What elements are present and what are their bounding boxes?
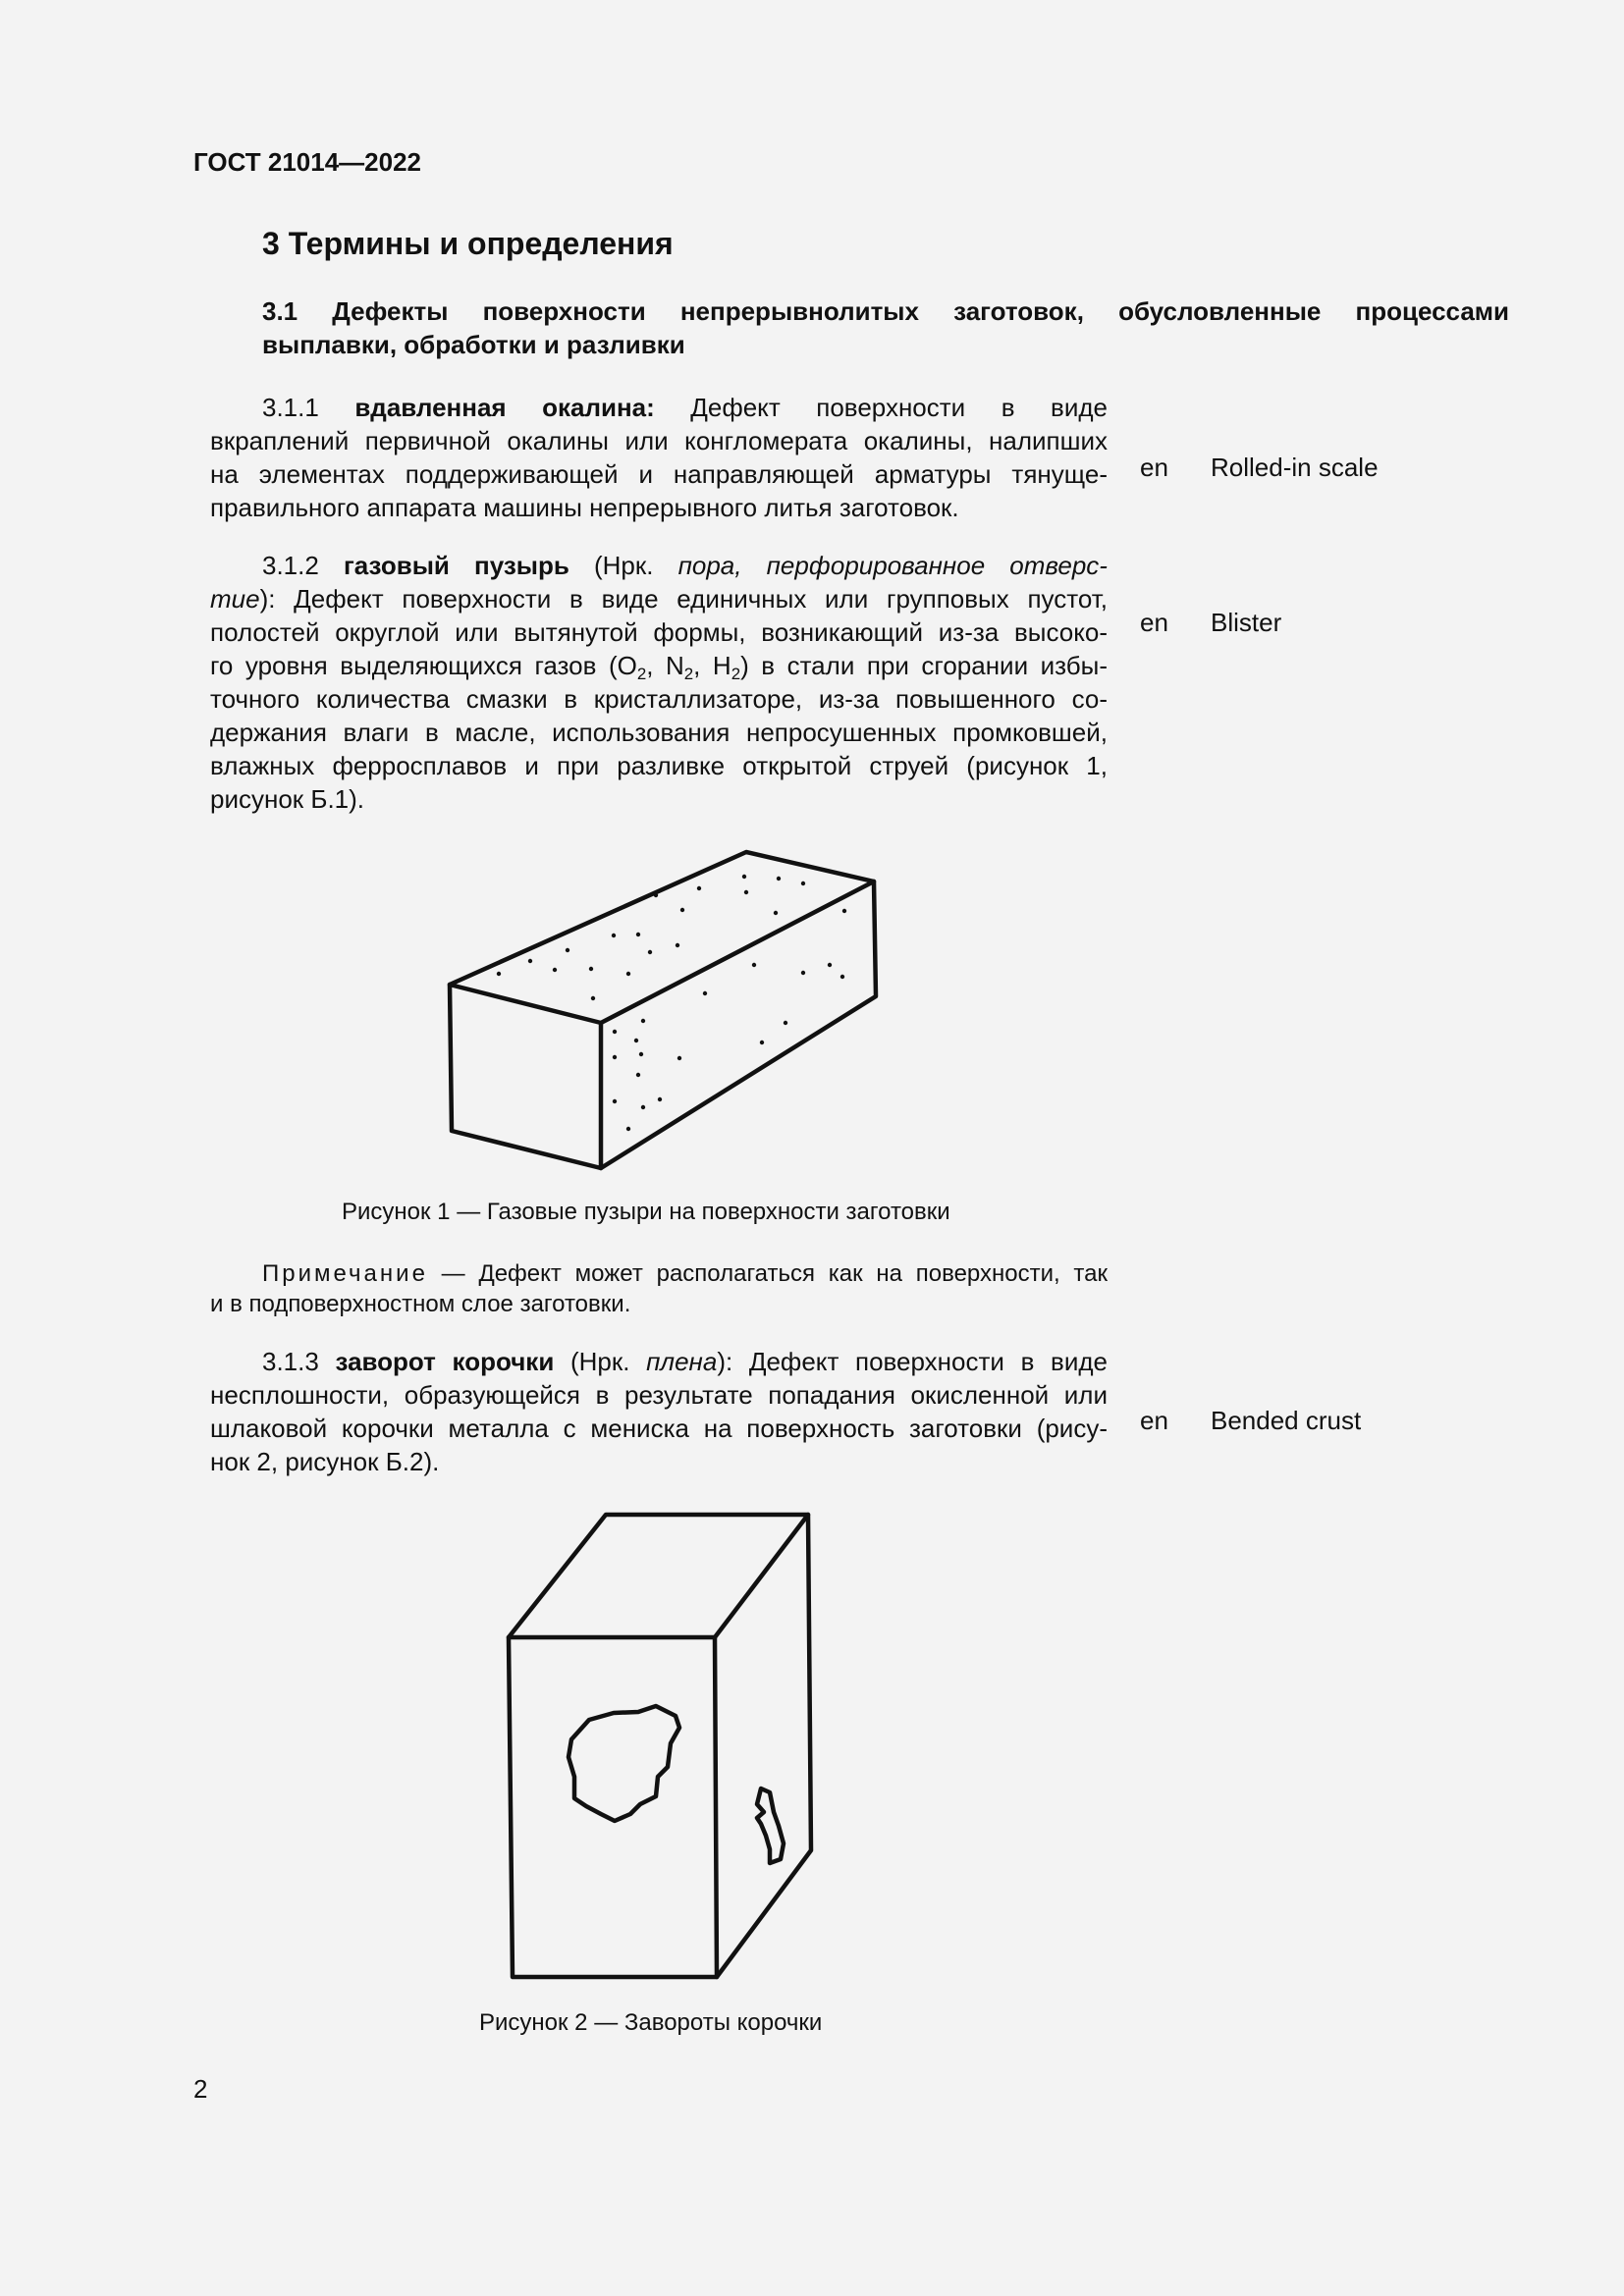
term-3-1-2-line5: точного количества смазки в кристаллизаторе, из-за повышенного со- [210,684,1108,714]
note-line2: и в подповерхностном слое заготовки. [210,1291,631,1317]
term-3-1-1-line3: на элементах поддерживающей и направляющей арматуры тянуще- [210,459,1108,489]
term-name: вдавленная окалина: [354,393,655,422]
term-3-1-2 [210,549,1108,816]
term-3-1-1-line1 [210,391,1108,424]
term-number: 3.1.3 [262,1347,319,1376]
en-code-3-1-2: en [1140,608,1168,637]
term-3-1-2-line4 [210,649,1108,682]
term-3-1-2-line1 [210,549,1108,582]
term-3-1-2-line6: держания влаги в масле, использования непросушенных промковшей, [210,718,1108,747]
crust-defect-front [568,1706,679,1821]
term-3-1-3-line2: несплошности, образующейся в результате попадания окисленной или [210,1380,1108,1410]
en-term-3-1-2: Blister [1211,608,1282,637]
term-number: 3.1.1 [262,393,319,422]
term-3-1-1-line2: вкраплений первичной окалины или конгломерата окалины, налипших [210,426,1108,455]
term-text: ): Дефект поверхности в виде [717,1347,1108,1376]
term-3-1-1-line4: правильного аппарата машины непрерывного литья заготовок. [210,493,959,522]
subsection-heading-line1: 3.1 Дефекты поверхности непрерывнолитых заготовок, обусловленные процессами [262,296,1509,326]
figure-1-caption: Рисунок 1 — Газовые пузыри на поверхности заготовки [342,1199,950,1225]
note-text: — Дефект может располагаться как на поверхности, так [427,1260,1108,1287]
term-3-1-2-line2 [210,582,1108,615]
gas-bubble-dots [497,875,846,1131]
term-text: ): Дефект поверхности в виде единичных или групповых пустот, [259,584,1108,614]
subsection-heading-line2: выплавки, обработки и разливки [262,330,685,359]
nrk-term-cont: тие [210,584,260,614]
note [210,1258,1108,1319]
note-line1 [210,1258,1108,1289]
en-code-3-1-3: en [1140,1406,1168,1435]
text-part: го уровня выделяющихся газов (O [210,651,637,680]
term-3-1-3-line4: нок 2, рисунок Б.2). [210,1447,440,1476]
subscript: 2 [683,665,694,684]
term-name: заворот корочки [335,1347,555,1376]
nrk-term: пора, перфорированное отверс- [677,551,1108,580]
term-3-1-3 [210,1345,1108,1478]
en-term-3-1-1: Rolled-in scale [1211,453,1379,482]
text-part: , N [646,651,684,680]
term-3-1-2-line8: рисунок Б.1). [210,784,365,814]
nrk-label: (Нрк. [569,1347,630,1376]
en-code-3-1-1: en [1140,453,1168,482]
subsection-heading [262,294,1509,361]
text-part: , H [693,651,731,680]
term-3-1-1 [210,391,1108,524]
term-3-1-2-line7: влажных ферросплавов и при разливке открытой струей (рисунок 1, [210,751,1108,780]
term-number: 3.1.2 [262,551,319,580]
note-label: Примечание [262,1260,428,1287]
figure-2-caption: Рисунок 2 — Завороты корочки [479,2009,823,2036]
nrk-label: (Нрк. [593,551,654,580]
term-3-1-2-line3: полостей округлой или вытянутой формы, возникающий из-за высоко- [210,617,1108,647]
nrk-term: плена [646,1347,718,1376]
subscript: 2 [731,665,741,684]
page-number: 2 [193,2074,208,2104]
term-text: Дефект поверхности в виде [690,393,1108,422]
text-part: ) в стали при сгорании избы- [740,651,1108,680]
en-term-3-1-3: Bended crust [1211,1406,1362,1435]
section-heading: 3 Термины и определения [262,226,674,261]
crust-defect-side [757,1789,784,1863]
term-3-1-3-line3: шлаковой корочки металла с мениска на поверхность заготовки (рису- [210,1414,1108,1443]
term-name: газовый пузырь [343,551,569,580]
term-3-1-3-line1 [210,1345,1108,1378]
document-code: ГОСТ 21014—2022 [193,147,421,177]
subscript: 2 [636,665,647,684]
